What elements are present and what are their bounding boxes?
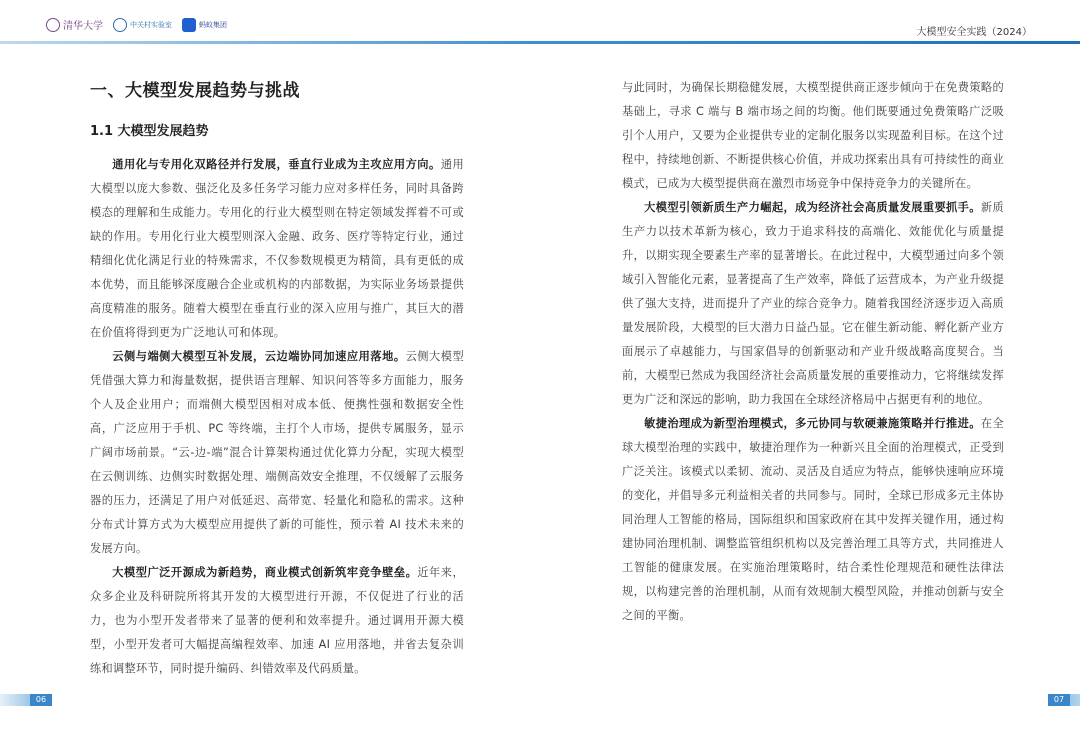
right-column: [622, 76, 1004, 628]
footer-accent-bar: [0, 694, 30, 706]
left-column: [90, 153, 464, 681]
paragraph: [622, 412, 1004, 628]
tsinghua-logo: [46, 17, 103, 32]
paragraph: [90, 153, 464, 345]
paragraph: [90, 561, 464, 681]
page-header: [0, 0, 1080, 44]
paragraph: [622, 76, 1004, 196]
paragraph-text: 在全球大模型治理的实践中，敏捷治理作为一种新兴且全面的治理模式，正受到广泛关注。该模式以柔韧、流动、灵活及自适应为特点，能够快速响应环境的变化，并倡导多元利益相关者的共同参与。同时，全球已形成多元主体协同治理人工智能的格局，国际组织和国家政府在其中发挥关键作用，通过构建协同治理机制、调整监管组织机构以及完善治理工具等方式，共同推进人工智能的健康发展。在实施治理策略时，结合柔性伦理规范和硬性法律法规，以构建完善的治理机制，从而有效规制大模型风险，并推动创新与安全之间的平衡。: [622, 417, 1004, 622]
logo-group: [46, 17, 227, 32]
paragraph-text: 新质生产力以技术革新为核心，致力于追求科技的高端化、效能优化与质量提升，以期实现全要素生产率的显著增长。在此过程中，大模型通过向多个领域引入智能化元素，显著提高了生产效率，降低了运营成本，为产业升级提供了强大支持，进而提升了产业的综合竞争力。随着我国经济逐步迈入高质量发展阶段，大模型的巨大潜力日益凸显。它在催生新动能、孵化新产业方面展示了卓越能力，与国家倡导的创新驱动和产业升级战略高度契合。当前，大模型已然成为我国经济社会高质量发展的重要推动力，它将继续发挥更为广泛和深远的影响，助力我国在全球经济格局中占据更有利的地位。: [622, 201, 1004, 406]
paragraph-lead: 敏捷治理成为新型治理模式，多元协同与软硬兼施策略并行推进。: [644, 417, 981, 430]
footer-accent-bar: [1070, 694, 1080, 706]
paragraph-lead: 通用化与专用化双路径并行发展，垂直行业成为主攻应用方向。: [112, 158, 441, 171]
ant-group-logo-icon: [182, 18, 196, 32]
document-title: 大模型安全实践（2024）: [916, 27, 1032, 38]
header-divider: [0, 41, 1080, 44]
subsection-title: 1.1 大模型发展趋势: [90, 124, 209, 139]
paragraph-text: 与此同时，为确保长期稳健发展，大模型提供商正逐步倾向于在免费策略的基础上，寻求 C 端与 B 端市场之间的均衡。他们既要通过免费策略广泛吸引个人用户，又要为企业提供专业的定制化服务以实现盈利目标。在这个过程中，持续地创新、不断提供核心价值，并成功探索出具有可持续性的商业模式，已成为大模型提供商在激烈市场竞争中保持竞争力的关键所在。: [622, 81, 1004, 190]
footer-right: [1020, 694, 1080, 706]
page-number-left: 06: [30, 694, 52, 706]
paragraph-lead: 大模型引领新质生产力崛起，成为经济社会高质量发展重要抓手。: [644, 201, 981, 214]
ant-group-logo-text: 蚂蚁集团: [199, 20, 227, 29]
paragraph-text: 近年来，众多企业及科研院所将其开发的大模型进行开源，不仅促进了行业的活力，也为小型开发者带来了显著的便利和效率提升。通过调用开源大模型，小型开发者可大幅提高编程效率、加速 AI 应用落地，并省去复杂训练和调整环节，同时提升编码、纠错效率及代码质量。: [90, 566, 464, 675]
paragraph-text: 云侧大模型凭借强大算力和海量数据，提供语言理解、知识问答等多方面能力，服务个人及企业用户；而端侧大模型因相对成本低、便携性强和数据安全性高，广泛应用于手机、PC 等终端，主打个人市场，提供专属服务，显示广阔市场前景。“云-边-端”混合计算架构通过优化算力分配，实现大模型在云侧训练、边侧实时数据处理、端侧高效安全推理，不仅缓解了云服务器的压力，还满足了用户对低延迟、高带宽、轻量化和隐私的需求。这种分布式计算方式为大模型应用提供了新的可能性，预示着 AI 技术未来的发展方向。: [90, 350, 464, 555]
paragraph-text: 通用大模型以庞大参数、强泛化及多任务学习能力应对多样任务，同时具备跨模态的理解和生成能力。专用化的行业大模型则在特定领域发挥着不可或缺的作用。专用化行业大模型则深入金融、政务、医疗等特定行业，通过精细化优化满足行业的特殊需求，不仅参数规模更为精简，具有更低的成本优势，而且能够深度融合企业或机构的内部数据，为实际业务场景提供高度精准的服务。随着大模型在垂直行业的深入应用与推广，其巨大的潜在价值将得到更为广泛地认可和体现。: [90, 158, 464, 339]
footer-left: [0, 694, 60, 706]
zhongguancun-lab-logo-text: 中关村实验室: [130, 20, 172, 29]
paragraph: [90, 345, 464, 561]
zhongguancun-lab-logo: [113, 18, 172, 32]
paragraph: [622, 196, 1004, 412]
tsinghua-logo-text: 清华大学: [63, 21, 103, 32]
tsinghua-logo-icon: [46, 18, 60, 32]
paragraph-lead: 大模型广泛开源成为新趋势，商业模式创新筑牢竞争壁垒。: [112, 566, 418, 579]
paragraph-lead: 云侧与端侧大模型互补发展，云边端协同加速应用落地。: [112, 350, 406, 363]
ant-group-logo: [182, 18, 227, 32]
section-title: 一、大模型发展趋势与挑战: [90, 81, 300, 101]
zhongguancun-lab-logo-icon: [113, 18, 127, 32]
page-number-right: 07: [1048, 694, 1070, 706]
